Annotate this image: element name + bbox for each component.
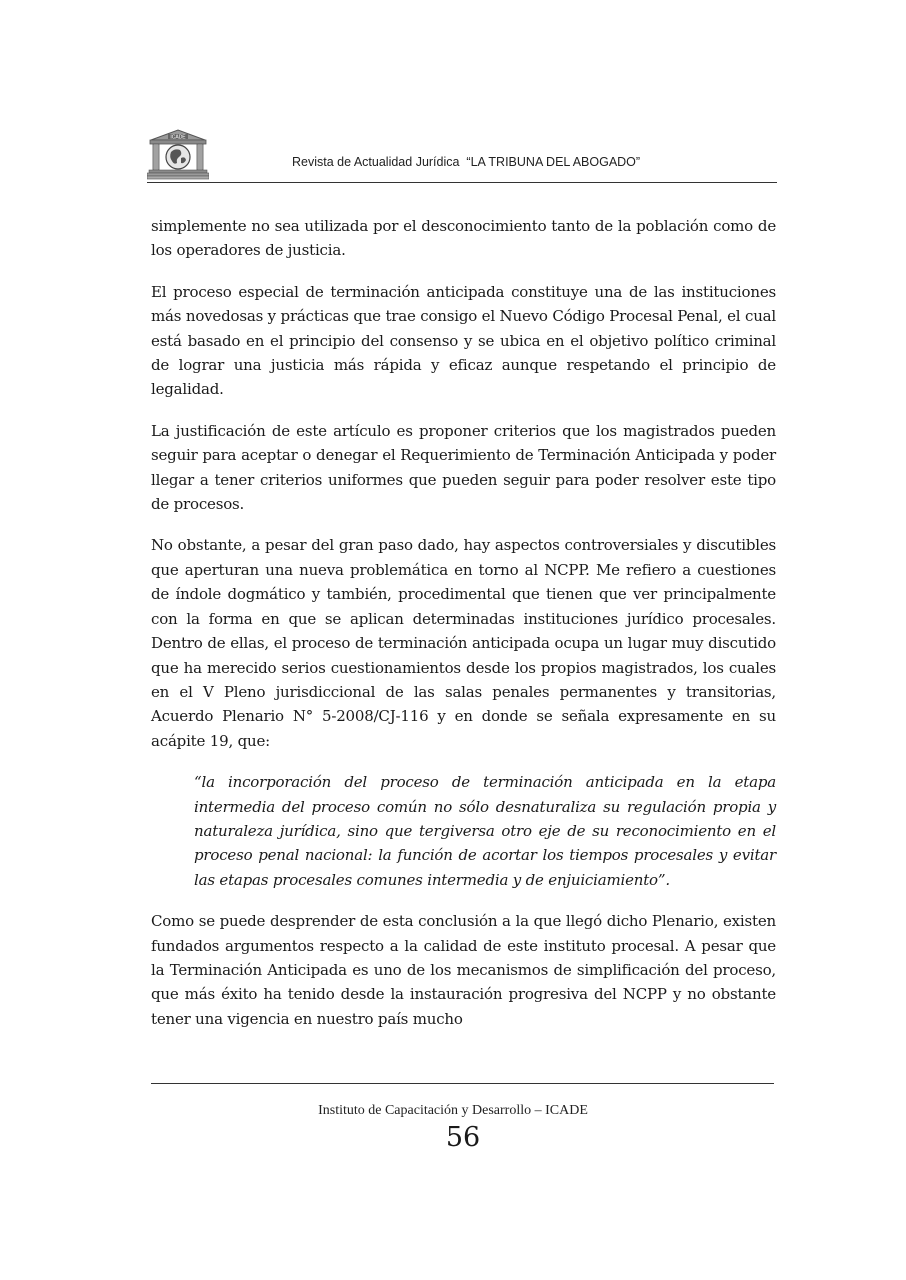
header-divider: [147, 182, 777, 183]
body-paragraph: El proceso especial de terminación anticipada constituye una de las instituciones más novedosas y prácticas que trae consigo el Nuevo Código Procesal Penal, el cual está basado en el principio del consenso y se ubica en el objetivo político criminal de lograr una justicia más rápida y eficaz aunque respetando el principio de legalidad.: [151, 282, 776, 399]
block-quote: “la incorporación del proceso de terminación anticipada en la etapa intermedia del proceso común no sólo desnaturaliza su regulación propia y naturaleza jurídica, sino que tergiversa otro eje de su reconocimiento en el proceso penal nacional: la función de acortar los tiempos procesales y evitar las etapas procesales comunes intermedia y de enjuiciamiento”.: [194, 773, 776, 889]
body-paragraph: No obstante, a pesar del gran paso dado, hay aspectos controversiales y discutibles que aperturan una nueva problemática en torno al NCPP. Me refiero a cuestiones de índole dogmático y también, procedimental que tienen que ver principalmente con la forma en que se aplican determinadas instituciones jurídico procesales. Dentro de ellas, el proceso de terminación anticipada ocupa un lugar muy discutido que ha merecido serios cuestionamientos desde los propios magistrados, los cuales en el V Pleno jurisdiccional de las salas penales permanentes y transitorias, Acuerdo Plenario N° 5-2008/CJ-116 y en donde se señala expresamente en su acápite 19, que:: [151, 536, 776, 750]
footer-divider: [151, 1083, 774, 1084]
body-paragraph: La justificación de este artículo es proponer criterios que los magistrados pueden seguir para aceptar o denegar el Requerimiento de Terminación Anticipada y poder llegar a tener criterios uniformes que pueden seguir para poder resolver este tipo de procesos.: [151, 421, 776, 514]
page-header: [147, 128, 777, 184]
body-paragraph: Como se puede desprender de esta conclusión a la que llegó dicho Plenario, existen fundados argumentos respecto a la calidad de este instituto procesal. A pesar que la Terminación Anticipada es uno de los mecanismos de simplificación del proceso, que más éxito ha tenido desde la instauración progresiva del NCPP y no obstante tener una vigencia en nuestro país mucho: [151, 912, 776, 1028]
icade-logo-icon: [147, 128, 209, 180]
svg-text:ICADE: ICADE: [170, 134, 186, 141]
article-body: [151, 214, 776, 1048]
footer-institute: Instituto de Capacitación y Desarrollo – ICADE: [318, 1103, 588, 1118]
body-paragraph: simplemente no sea utilizada por el desconocimiento tanto de la población como de los operadores de justicia.: [151, 217, 776, 260]
journal-title: Revista de Actualidad Jurídica “LA TRIBUNA DEL ABOGADO”: [292, 155, 641, 169]
page-number: 56: [445, 1122, 481, 1153]
